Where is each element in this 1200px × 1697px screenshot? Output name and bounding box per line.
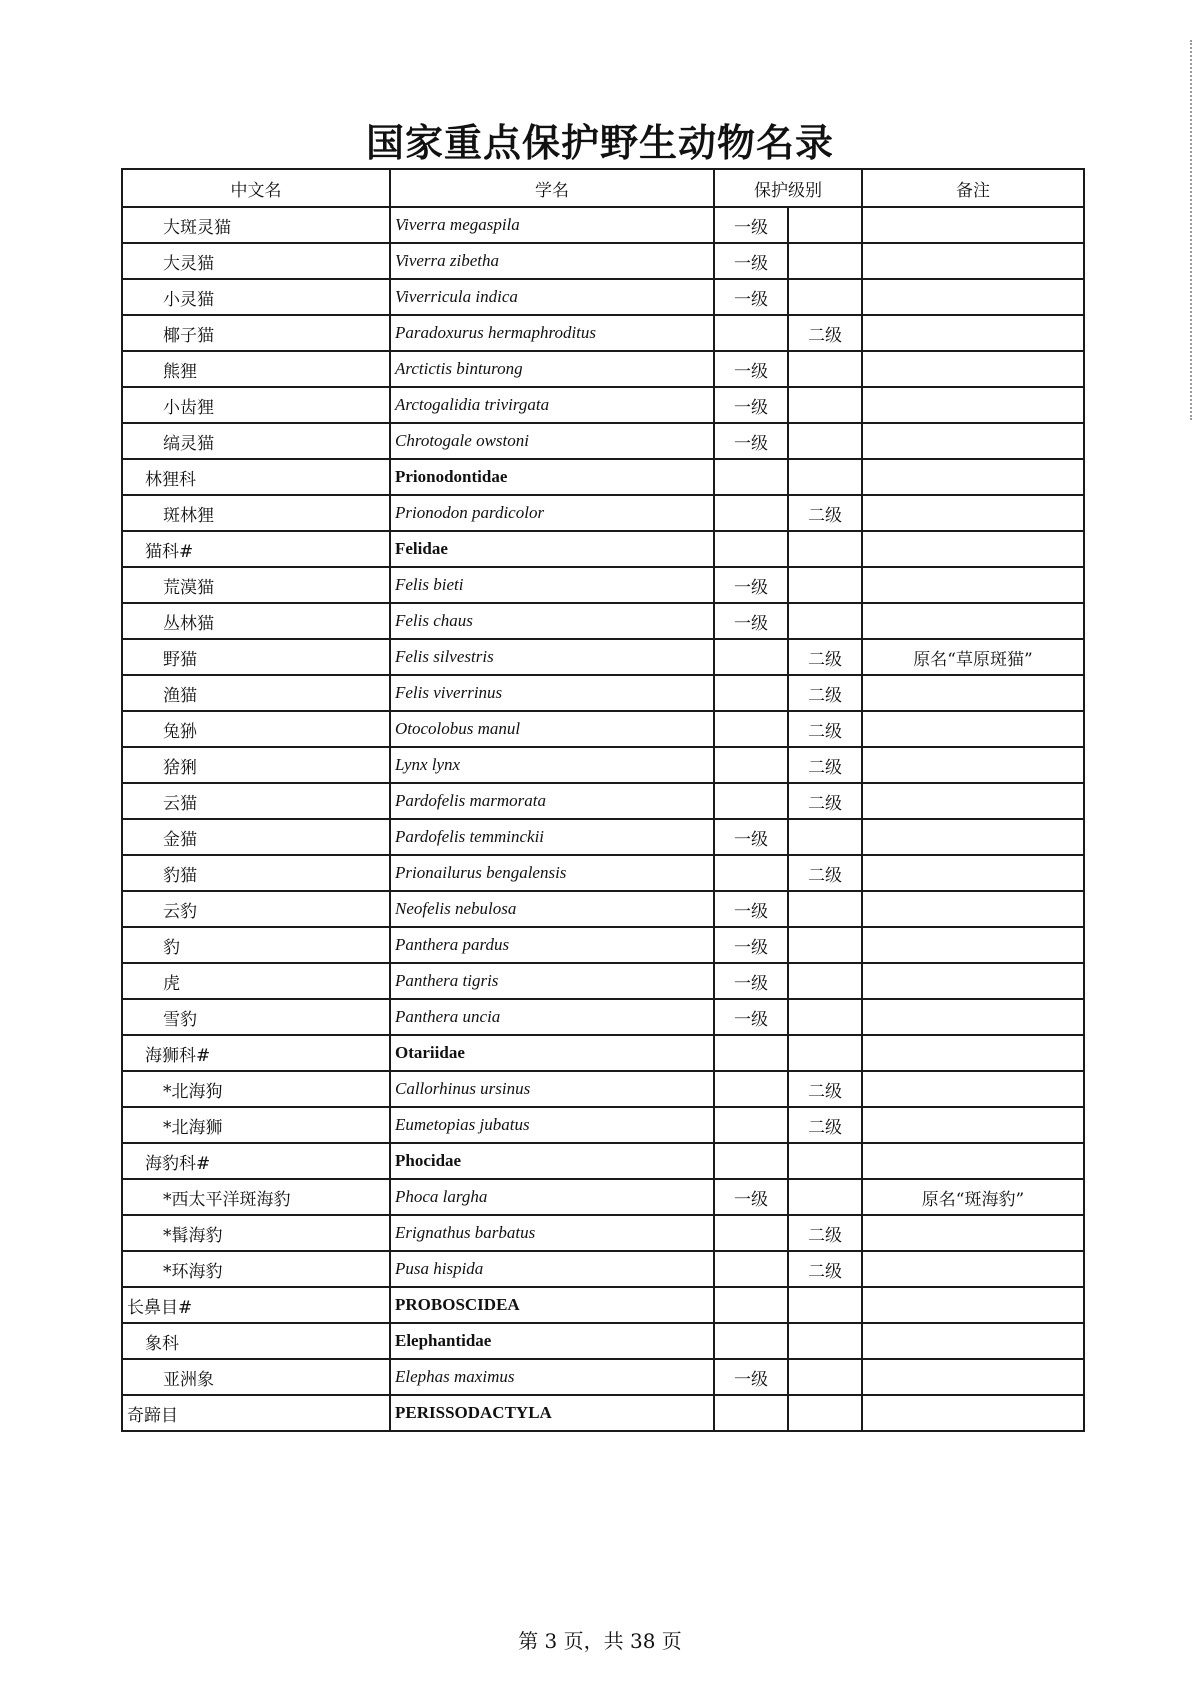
- cell-scientific-name: Felis chaus: [390, 603, 714, 639]
- cell-note: [862, 1107, 1084, 1143]
- cell-scientific-name: Prionodontidae: [390, 459, 714, 495]
- table-row: [122, 243, 1084, 279]
- cell-note: [862, 819, 1084, 855]
- cell-chinese-name: 云豹: [122, 891, 390, 927]
- cell-note: [862, 999, 1084, 1035]
- table-row: [122, 1107, 1084, 1143]
- table-row: [122, 819, 1084, 855]
- cell-level-2: [788, 1395, 862, 1431]
- cell-chinese-name: 猫科#: [122, 531, 390, 567]
- cell-level-2: 二级: [788, 495, 862, 531]
- cell-level-2: [788, 279, 862, 315]
- cell-note: [862, 1323, 1084, 1359]
- table-row: [122, 1143, 1084, 1179]
- cell-scientific-name: Erignathus barbatus: [390, 1215, 714, 1251]
- table-row: [122, 639, 1084, 675]
- cell-scientific-name: Viverra zibetha: [390, 243, 714, 279]
- cell-level-1: 一级: [714, 207, 788, 243]
- cell-note: [862, 279, 1084, 315]
- cell-note: [862, 423, 1084, 459]
- cell-scientific-name: PROBOSCIDEA: [390, 1287, 714, 1323]
- cell-scientific-name: Prionodon pardicolor: [390, 495, 714, 531]
- cell-chinese-name: 大灵猫: [122, 243, 390, 279]
- table-row: [122, 1071, 1084, 1107]
- cell-chinese-name: 兔狲: [122, 711, 390, 747]
- cell-level-2: 二级: [788, 783, 862, 819]
- page-title: 国家重点保护野生动物名录: [365, 120, 834, 165]
- cell-level-2: [788, 603, 862, 639]
- cell-note: [862, 531, 1084, 567]
- table-row: [122, 1215, 1084, 1251]
- cell-note: [862, 603, 1084, 639]
- cell-scientific-name: Pusa hispida: [390, 1251, 714, 1287]
- cell-level-1: [714, 747, 788, 783]
- cell-level-2: [788, 567, 862, 603]
- cell-level-1: 一级: [714, 963, 788, 999]
- cell-chinese-name: 林狸科: [122, 459, 390, 495]
- cell-level-2: [788, 207, 862, 243]
- cell-level-1: 一级: [714, 387, 788, 423]
- table-row: [122, 855, 1084, 891]
- cell-scientific-name: Otocolobus manul: [390, 711, 714, 747]
- cell-level-2: [788, 387, 862, 423]
- cell-level-1: [714, 1143, 788, 1179]
- cell-chinese-name: 渔猫: [122, 675, 390, 711]
- cell-level-2: 二级: [788, 1107, 862, 1143]
- cell-scientific-name: Eumetopias jubatus: [390, 1107, 714, 1143]
- cell-level-2: [788, 1143, 862, 1179]
- cell-level-1: [714, 639, 788, 675]
- cell-level-2: [788, 963, 862, 999]
- cell-note: [862, 855, 1084, 891]
- cell-scientific-name: PERISSODACTYLA: [390, 1395, 714, 1431]
- cell-level-2: [788, 531, 862, 567]
- cell-level-1: [714, 495, 788, 531]
- cell-level-2: 二级: [788, 675, 862, 711]
- cell-note: [862, 1251, 1084, 1287]
- table-row: [122, 315, 1084, 351]
- cell-chinese-name: 猞猁: [122, 747, 390, 783]
- cell-level-1: [714, 1323, 788, 1359]
- header-scientific-name: 学名: [390, 169, 714, 207]
- cell-level-2: 二级: [788, 1251, 862, 1287]
- cell-chinese-name: *西太平洋斑海豹: [122, 1179, 390, 1215]
- cell-note: [862, 1287, 1084, 1323]
- cell-note: [862, 387, 1084, 423]
- table-row: [122, 711, 1084, 747]
- cell-note: [862, 1071, 1084, 1107]
- cell-note: [862, 747, 1084, 783]
- cell-level-1: [714, 315, 788, 351]
- table-row: [122, 783, 1084, 819]
- table-row: [122, 963, 1084, 999]
- cell-scientific-name: Arctictis binturong: [390, 351, 714, 387]
- cell-level-1: 一级: [714, 351, 788, 387]
- cell-note: [862, 567, 1084, 603]
- cell-level-2: 二级: [788, 1215, 862, 1251]
- cell-scientific-name: Viverra megaspila: [390, 207, 714, 243]
- table-row: [122, 531, 1084, 567]
- cell-note: [862, 495, 1084, 531]
- cell-note: [862, 351, 1084, 387]
- cell-chinese-name: 海狮科#: [122, 1035, 390, 1071]
- table-row: [122, 459, 1084, 495]
- cell-level-2: [788, 1287, 862, 1323]
- cell-level-2: 二级: [788, 855, 862, 891]
- cell-note: [862, 963, 1084, 999]
- cell-level-2: 二级: [788, 711, 862, 747]
- cell-scientific-name: Panthera tigris: [390, 963, 714, 999]
- cell-level-1: 一级: [714, 423, 788, 459]
- cell-chinese-name: 熊狸: [122, 351, 390, 387]
- table-row: [122, 351, 1084, 387]
- cell-note: [862, 1143, 1084, 1179]
- cell-chinese-name: *北海狗: [122, 1071, 390, 1107]
- table-row: [122, 747, 1084, 783]
- table-row: [122, 1395, 1084, 1431]
- cell-chinese-name: 缟灵猫: [122, 423, 390, 459]
- cell-level-1: 一级: [714, 243, 788, 279]
- cell-chinese-name: 雪豹: [122, 999, 390, 1035]
- cell-level-2: [788, 459, 862, 495]
- cell-chinese-name: 斑林狸: [122, 495, 390, 531]
- cell-level-1: [714, 1035, 788, 1071]
- cell-chinese-name: 大斑灵猫: [122, 207, 390, 243]
- cell-chinese-name: 象科: [122, 1323, 390, 1359]
- cell-level-2: 二级: [788, 639, 862, 675]
- table-row: [122, 1035, 1084, 1071]
- cell-note: [862, 891, 1084, 927]
- cell-level-1: 一级: [714, 999, 788, 1035]
- table-row: [122, 675, 1084, 711]
- cell-scientific-name: Viverricula indica: [390, 279, 714, 315]
- cell-note: [862, 927, 1084, 963]
- cell-level-2: [788, 243, 862, 279]
- cell-scientific-name: Felidae: [390, 531, 714, 567]
- cell-note: 原名“斑海豹”: [862, 1179, 1084, 1215]
- cell-scientific-name: Prionailurus bengalensis: [390, 855, 714, 891]
- cell-level-1: [714, 855, 788, 891]
- cell-scientific-name: Arctogalidia trivirgata: [390, 387, 714, 423]
- cell-scientific-name: Felis viverrinus: [390, 675, 714, 711]
- cell-level-2: [788, 1359, 862, 1395]
- cell-chinese-name: 豹: [122, 927, 390, 963]
- cell-note: [862, 1035, 1084, 1071]
- table-row: [122, 495, 1084, 531]
- cell-scientific-name: Callorhinus ursinus: [390, 1071, 714, 1107]
- cell-level-2: 二级: [788, 315, 862, 351]
- cell-level-2: [788, 1179, 862, 1215]
- cell-chinese-name: 亚洲象: [122, 1359, 390, 1395]
- table-body: [122, 207, 1084, 1431]
- cell-note: [862, 1215, 1084, 1251]
- cell-level-1: 一级: [714, 603, 788, 639]
- table-row: [122, 1323, 1084, 1359]
- cell-note: [862, 207, 1084, 243]
- page-footer: 第 3 页，共 38 页: [518, 1629, 682, 1653]
- cell-chinese-name: 奇蹄目: [122, 1395, 390, 1431]
- cell-chinese-name: 野猫: [122, 639, 390, 675]
- species-table: [121, 168, 1085, 1432]
- cell-chinese-name: 小齿狸: [122, 387, 390, 423]
- table-row: [122, 999, 1084, 1035]
- cell-scientific-name: Chrotogale owstoni: [390, 423, 714, 459]
- cell-scientific-name: Felis silvestris: [390, 639, 714, 675]
- cell-note: [862, 243, 1084, 279]
- table-row: [122, 1179, 1084, 1215]
- cell-note: [862, 783, 1084, 819]
- cell-chinese-name: *北海狮: [122, 1107, 390, 1143]
- cell-level-1: [714, 1107, 788, 1143]
- cell-scientific-name: Neofelis nebulosa: [390, 891, 714, 927]
- cell-chinese-name: 丛林猫: [122, 603, 390, 639]
- table-header-row: [122, 169, 1084, 207]
- cell-level-2: [788, 423, 862, 459]
- cell-note: 原名“草原斑猫”: [862, 639, 1084, 675]
- cell-scientific-name: Felis bieti: [390, 567, 714, 603]
- cell-chinese-name: *髯海豹: [122, 1215, 390, 1251]
- cell-chinese-name: 海豹科#: [122, 1143, 390, 1179]
- table-row: [122, 423, 1084, 459]
- header-note: 备注: [862, 169, 1084, 207]
- cell-chinese-name: 金猫: [122, 819, 390, 855]
- cell-chinese-name: 长鼻目#: [122, 1287, 390, 1323]
- table-row: [122, 603, 1084, 639]
- table-row: [122, 567, 1084, 603]
- cell-level-1: 一级: [714, 1359, 788, 1395]
- cell-note: [862, 315, 1084, 351]
- cell-level-2: [788, 1035, 862, 1071]
- cell-level-1: [714, 675, 788, 711]
- cell-level-1: 一级: [714, 567, 788, 603]
- table-row: [122, 927, 1084, 963]
- table-row: [122, 387, 1084, 423]
- cell-level-1: [714, 1071, 788, 1107]
- cell-chinese-name: 豹猫: [122, 855, 390, 891]
- cell-note: [862, 675, 1084, 711]
- cell-scientific-name: Pardofelis temminckii: [390, 819, 714, 855]
- table-row: [122, 207, 1084, 243]
- cell-level-2: [788, 819, 862, 855]
- cell-chinese-name: 虎: [122, 963, 390, 999]
- cell-level-1: [714, 1251, 788, 1287]
- cell-level-1: 一级: [714, 819, 788, 855]
- cell-scientific-name: Otariidae: [390, 1035, 714, 1071]
- cell-level-2: [788, 999, 862, 1035]
- cell-chinese-name: 椰子猫: [122, 315, 390, 351]
- cell-level-1: 一级: [714, 927, 788, 963]
- cell-scientific-name: Lynx lynx: [390, 747, 714, 783]
- cell-scientific-name: Phoca largha: [390, 1179, 714, 1215]
- scan-edge-marks: [1190, 40, 1196, 420]
- cell-note: [862, 1359, 1084, 1395]
- cell-level-2: [788, 891, 862, 927]
- cell-chinese-name: 小灵猫: [122, 279, 390, 315]
- cell-scientific-name: Paradoxurus hermaphroditus: [390, 315, 714, 351]
- cell-chinese-name: *环海豹: [122, 1251, 390, 1287]
- cell-chinese-name: 云猫: [122, 783, 390, 819]
- table-row: [122, 1287, 1084, 1323]
- table-row: [122, 1359, 1084, 1395]
- cell-level-1: [714, 711, 788, 747]
- cell-scientific-name: Pardofelis marmorata: [390, 783, 714, 819]
- cell-scientific-name: Phocidae: [390, 1143, 714, 1179]
- cell-level-1: 一级: [714, 1179, 788, 1215]
- cell-scientific-name: Elephas maximus: [390, 1359, 714, 1395]
- cell-level-2: 二级: [788, 1071, 862, 1107]
- cell-level-1: [714, 531, 788, 567]
- cell-chinese-name: 荒漠猫: [122, 567, 390, 603]
- cell-level-1: [714, 1215, 788, 1251]
- cell-note: [862, 1395, 1084, 1431]
- header-protection-level: 保护级别: [714, 169, 862, 207]
- cell-level-1: [714, 1287, 788, 1323]
- cell-scientific-name: Panthera uncia: [390, 999, 714, 1035]
- cell-level-1: 一级: [714, 891, 788, 927]
- table-row: [122, 279, 1084, 315]
- cell-scientific-name: Elephantidae: [390, 1323, 714, 1359]
- table-row: [122, 891, 1084, 927]
- cell-level-1: [714, 783, 788, 819]
- cell-level-2: [788, 351, 862, 387]
- cell-level-1: 一级: [714, 279, 788, 315]
- header-chinese-name: 中文名: [122, 169, 390, 207]
- cell-note: [862, 711, 1084, 747]
- cell-scientific-name: Panthera pardus: [390, 927, 714, 963]
- cell-level-2: [788, 927, 862, 963]
- cell-level-1: [714, 1395, 788, 1431]
- cell-level-1: [714, 459, 788, 495]
- cell-note: [862, 459, 1084, 495]
- cell-level-2: 二级: [788, 747, 862, 783]
- table-row: [122, 1251, 1084, 1287]
- cell-level-2: [788, 1323, 862, 1359]
